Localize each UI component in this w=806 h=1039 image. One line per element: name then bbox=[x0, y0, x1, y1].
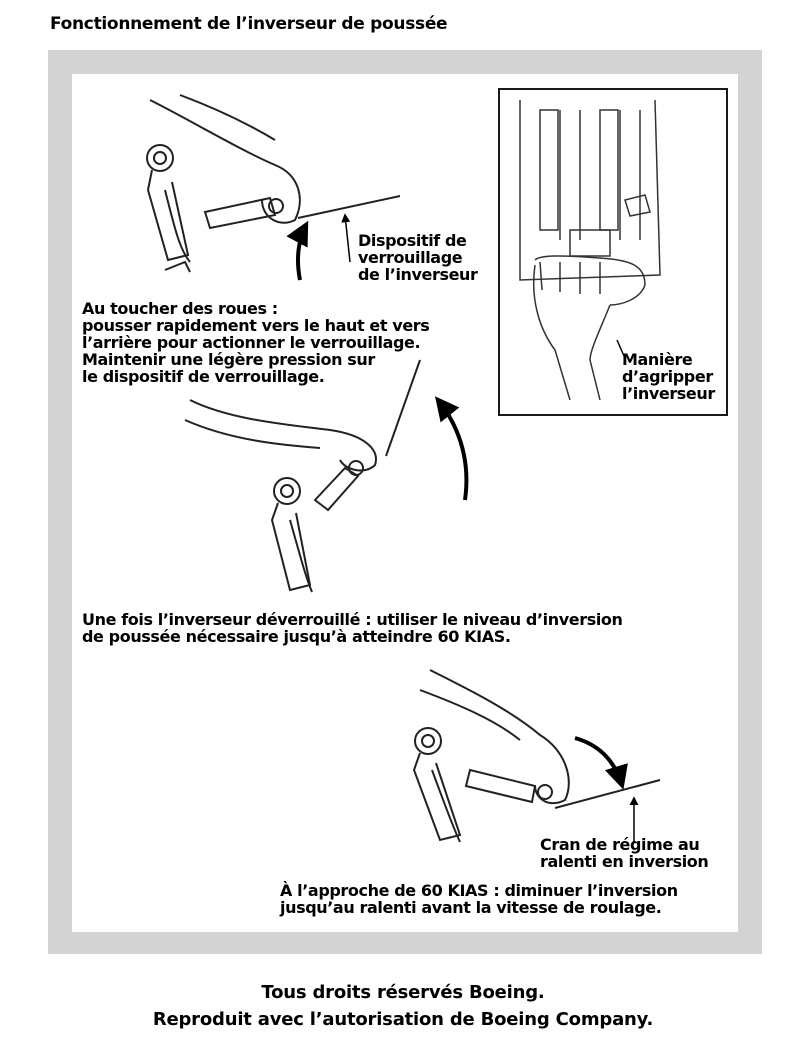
reduce-arrow-bottom bbox=[575, 738, 622, 785]
copyright-line-2: Reproduit avec l’autorisation de Boeing Company. bbox=[152, 1009, 654, 1030]
figure-title: Fonctionnement de l’inverseur de poussée bbox=[50, 14, 448, 34]
unlocked-instructions: Une fois l’inverseur déverrouillé : utiliser le niveau d’inversion de poussée nécessaire jusqu’à atteindre 60 KIAS. bbox=[82, 610, 623, 646]
lever-illustration-middle bbox=[185, 360, 420, 592]
lever-illustration-bottom bbox=[414, 670, 660, 842]
idle-detent-label: Cran de régime au ralenti en inversion bbox=[540, 835, 709, 871]
approach-instructions: À l’approche de 60 KIAS : diminuer l’inversion jusqu’au ralenti avant la vitesse de roulage. bbox=[280, 881, 678, 917]
touchdown-instructions: Au toucher des roues : pousser rapidement vers le haut et vers l’arrière pour actionner le verrouillage. Maintenir une légère pression sur le dispositif de verrouillage. bbox=[82, 299, 430, 386]
push-arrow-top bbox=[298, 225, 306, 280]
push-arrow-middle bbox=[438, 400, 466, 500]
lock-device-pointer bbox=[345, 215, 350, 262]
copyright-line-1: Tous droits réservés Boeing. bbox=[261, 982, 545, 1003]
grip-label: Manière d’agripper l’inverseur bbox=[622, 350, 715, 403]
lock-device-label: Dispositif de verrouillage de l’inverseur bbox=[358, 231, 478, 284]
